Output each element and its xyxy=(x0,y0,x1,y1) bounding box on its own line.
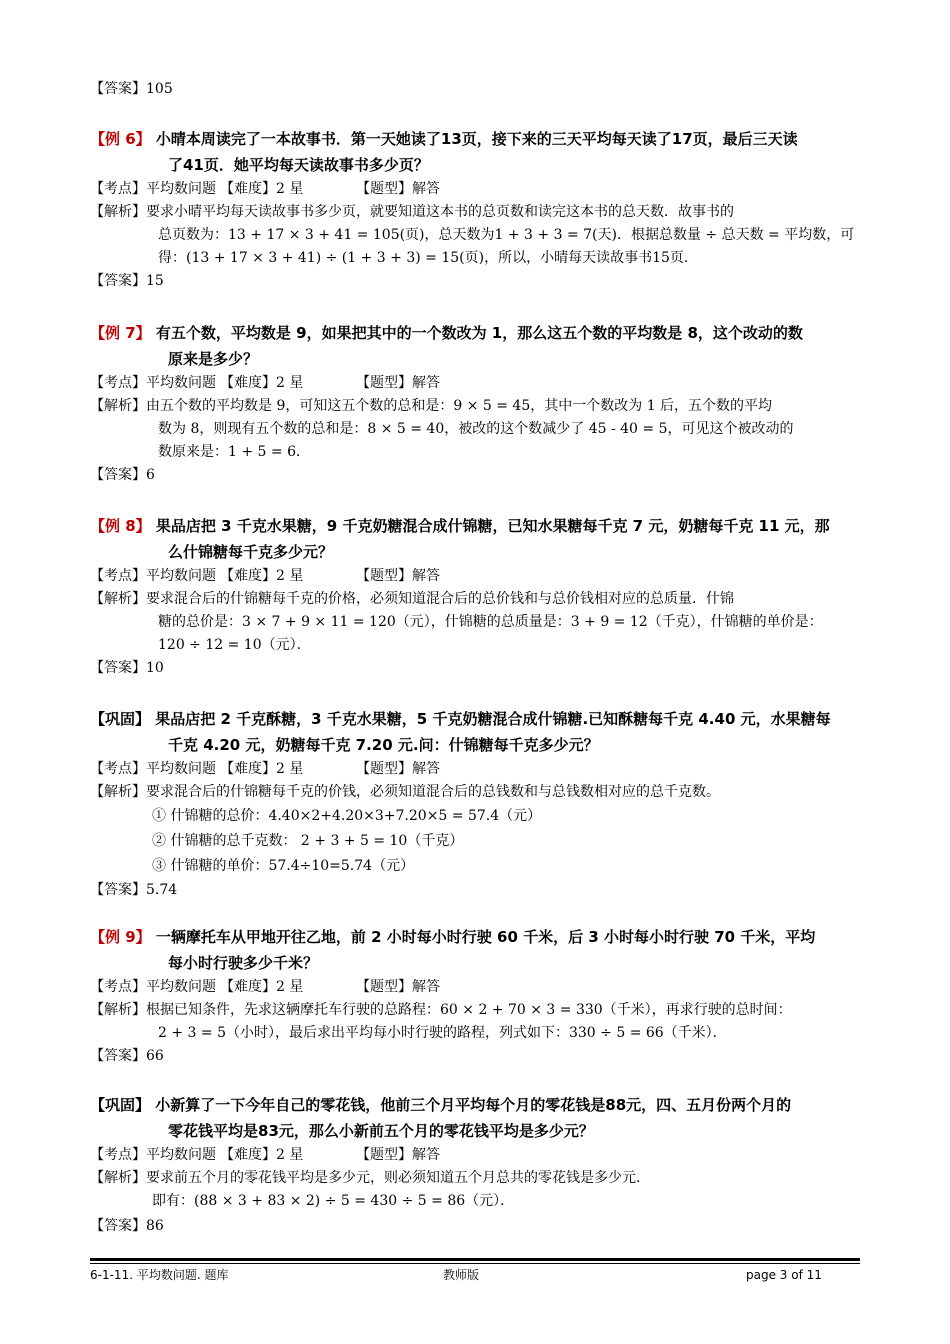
footer-right: page 3 of 11 xyxy=(746,1268,822,1282)
question xyxy=(90,126,862,152)
question-text: 小晴本周读完了一本故事书．第一天她读了13页，接下来的三天平均每天读了17页，最后三天读 xyxy=(155,130,798,148)
question-cont: 了41页．她平均每天读故事书多少页？ xyxy=(168,156,429,174)
question-cont: 原来是多少？ xyxy=(168,350,259,368)
meta-line xyxy=(90,565,862,588)
footer-rule xyxy=(90,1258,860,1261)
meta-line xyxy=(90,758,862,781)
answer-line: 【答案】66 xyxy=(90,1048,164,1064)
kaodian: 【考点】平均数问题 xyxy=(90,1147,216,1163)
question-cont: 每小时行驶多少千米？ xyxy=(168,954,319,972)
kaodian: 【考点】平均数问题 xyxy=(90,979,216,995)
example-tag: 【例 7】 xyxy=(90,324,151,342)
example-tag: 【例 9】 xyxy=(90,928,151,946)
footer-center: 教师版 xyxy=(443,1268,480,1282)
example-8 xyxy=(90,513,862,680)
question xyxy=(90,320,862,346)
nandu: 【难度】2 星 xyxy=(220,761,304,777)
tixing: 【题型】解答 xyxy=(356,375,440,391)
tixing: 【题型】解答 xyxy=(356,979,440,995)
answer-line: 【答案】105 xyxy=(90,81,173,97)
footer-rule xyxy=(90,1263,860,1264)
tixing: 【题型】解答 xyxy=(356,761,440,777)
question-cont: 千克 4.20 元，奶糖每千克 7.20 元.问：什锦糖每千克多少元？ xyxy=(168,736,599,754)
consolidation-1 xyxy=(90,706,862,902)
kaodian: 【考点】平均数问题 xyxy=(90,568,216,584)
question-text: 果品店把 3 千克水果糖，9 千克奶糖混合成什锦糖，已知水果糖每千克 7 元，奶糖每千克 11 元，那 xyxy=(155,517,830,535)
nandu: 【难度】2 星 xyxy=(220,181,304,197)
nandu: 【难度】2 星 xyxy=(220,1147,304,1163)
nandu: 【难度】2 星 xyxy=(220,568,304,584)
footer-left: 6-1-11. 平均数问题. 题库 xyxy=(90,1268,229,1282)
consolidation-2 xyxy=(90,1092,862,1238)
nandu: 【难度】2 星 xyxy=(220,375,304,391)
answer-line: 【答案】10 xyxy=(90,660,164,676)
question-cont: 么什锦糖每千克多少元？ xyxy=(168,543,334,561)
question xyxy=(90,706,862,732)
example-6 xyxy=(90,126,862,293)
example-7 xyxy=(90,320,862,487)
analysis-line: 得：(13 + 17 × 3 + 41) ÷ (1 + 3 + 3) = 15(页)，所以，小晴每天读故事书15页． xyxy=(158,250,698,266)
question-text: 一辆摩托车从甲地开往乙地，前 2 小时每小时行驶 60 千米，后 3 小时每小时行驶 70 千米，平均 xyxy=(155,928,816,946)
analysis-line: 总页数为：13 + 17 × 3 + 41 = 105(页)，总天数为1 + 3 + 3 = 7(天)．根据总数量 ÷ 总天数 = 平均数，可 xyxy=(158,227,855,243)
example-tag: 【巩固】 xyxy=(90,710,151,728)
example-9 xyxy=(90,924,862,1068)
example-tag: 【例 6】 xyxy=(90,130,151,148)
kaodian: 【考点】平均数问题 xyxy=(90,761,216,777)
question xyxy=(90,1092,862,1118)
analysis-line: 糖的总价是：3 × 7 + 9 × 11 = 120（元），什锦糖的总质量是：3 + 9 = 12（千克），什锦糖的单价是： xyxy=(158,614,823,630)
analysis-line: 【解析】由五个数的平均数是 9，可知这五个数的总和是：9 × 5 = 45，其中一个数改为 1 后，五个数的平均 xyxy=(90,398,773,414)
step-line: ③ 什锦糖的单价：57.4÷10=5.74（元） xyxy=(152,858,415,874)
example-tag: 【例 8】 xyxy=(90,517,151,535)
tixing: 【题型】解答 xyxy=(356,568,440,584)
meta-line xyxy=(90,976,862,999)
question-cont: 零花钱平均是83元，那么小新前五个月的零花钱平均是多少元？ xyxy=(168,1122,594,1140)
answer-line: 【答案】5.74 xyxy=(90,882,178,898)
analysis-line: 【解析】要求混合后的什锦糖每千克的价格，必须知道混合后的总价钱和与总价钱相对应的总质量．什锦 xyxy=(90,591,734,607)
question-text: 小新算了一下今年自己的零花钱，他前三个月平均每个月的零花钱是88元，四、五月份两个月的 xyxy=(155,1096,792,1114)
question-text: 果品店把 2 千克酥糖，3 千克水果糖，5 千克奶糖混合成什锦糖.已知酥糖每千克 4.40 元，水果糖每 xyxy=(155,710,831,728)
nandu: 【难度】2 星 xyxy=(220,979,304,995)
meta-line xyxy=(90,1144,862,1167)
analysis-line: 数为 8，则现有五个数的总和是：8 × 5 = 40，被改的这个数减少了 45 - 40 = 5，可见这个被改动的 xyxy=(158,421,794,437)
analysis-line: 即有：(88 × 3 + 83 × 2) ÷ 5 = 430 ÷ 5 = 86（元）． xyxy=(152,1193,515,1209)
step-line: ① 什锦糖的总价：4.40×2+4.20×3+7.20×5 = 57.4（元） xyxy=(152,808,542,824)
answer-line: 【答案】15 xyxy=(90,273,164,289)
analysis-line: 【解析】根据已知条件，先求这辆摩托车行驶的总路程：60 × 2 + 70 × 3 = 330（千米），再求行驶的总时间： xyxy=(90,1002,792,1018)
question xyxy=(90,513,862,539)
answer-line: 【答案】86 xyxy=(90,1218,164,1234)
analysis-line: 【解析】要求混合后的什锦糖每千克的价钱，必须知道混合后的总钱数和与总钱数相对应的总千克数。 xyxy=(90,784,720,800)
analysis-line: 【解析】要求小晴平均每天读故事书多少页，就要知道这本书的总页数和读完这本书的总天数．故事书的 xyxy=(90,204,734,220)
kaodian: 【考点】平均数问题 xyxy=(90,375,216,391)
analysis-line: 120 ÷ 12 = 10（元）． xyxy=(158,637,311,653)
kaodian: 【考点】平均数问题 xyxy=(90,181,216,197)
question xyxy=(90,924,862,950)
answer-line: 【答案】6 xyxy=(90,467,155,483)
example-tag: 【巩固】 xyxy=(90,1096,151,1114)
meta-line xyxy=(90,178,862,201)
tixing: 【题型】解答 xyxy=(356,181,440,197)
analysis-line: 2 + 3 = 5（小时），最后求出平均每小时行驶的路程，列式如下：330 ÷ 5 = 66（千米）． xyxy=(158,1025,727,1041)
question-text: 有五个数，平均数是 9，如果把其中的一个数改为 1，那么这五个数的平均数是 8，这个改动的数 xyxy=(155,324,803,342)
tixing: 【题型】解答 xyxy=(356,1147,440,1163)
step-line: ② 什锦糖的总千克数： 2 + 3 + 5 = 10（千克） xyxy=(152,833,464,849)
analysis-line: 数原来是：1 + 5 = 6． xyxy=(158,444,310,460)
analysis-line: 【解析】要求前五个月的零花钱平均是多少元，则必须知道五个月总共的零花钱是多少元. xyxy=(90,1170,641,1186)
meta-line xyxy=(90,372,862,395)
